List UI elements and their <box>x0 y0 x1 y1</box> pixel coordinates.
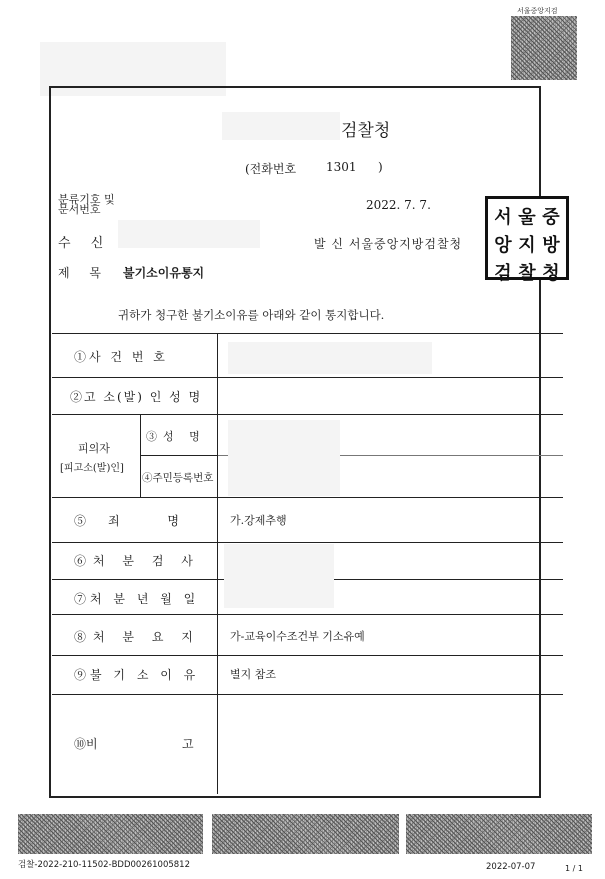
redacted-block <box>222 112 340 140</box>
phone-value: 1301 <box>326 160 357 174</box>
top-barcode <box>511 16 577 80</box>
remarks-label-end: 고 <box>182 737 194 751</box>
non-indictment-reason-value: 별지 참조 <box>230 668 277 681</box>
document-code: 검찰-2022-210-11502-BDD00261005812 <box>18 860 190 870</box>
table-line <box>217 333 218 794</box>
seal-char: 중 <box>542 207 560 228</box>
seal-char: 청 <box>542 263 560 284</box>
table-line <box>140 414 141 497</box>
intro-text: 귀하가 청구한 불기소이유를 아래와 같이 통지합니다. <box>118 308 385 322</box>
crime-label: ⑤죄 명 <box>74 514 201 528</box>
redacted-case-number <box>228 342 432 374</box>
seal-char: 지 <box>518 235 536 256</box>
seal-char: 검 <box>494 263 512 284</box>
footer-barcode <box>18 814 203 854</box>
table-line <box>52 377 563 378</box>
seal-char: 방 <box>542 235 560 256</box>
footer-barcode <box>212 814 399 854</box>
suspect-label: 피의자 <box>78 442 110 455</box>
footer-date: 2022-07-07 <box>486 862 536 872</box>
disposition-date-label: ⑦처 분 년 월 일 <box>74 592 200 606</box>
class-label-2: 문서번호 <box>58 203 101 216</box>
phone-close: ) <box>378 160 383 174</box>
seal-char: 울 <box>518 207 536 228</box>
phone-label: (전화번호 <box>245 162 297 176</box>
row-complainant-label: ②고 소(발) 인 성 명 <box>70 390 203 404</box>
subject: 불기소이유통지 <box>123 266 205 280</box>
table-line <box>52 614 563 615</box>
recipient-label: 수 신 <box>58 236 112 251</box>
redacted-suspect-info <box>228 420 340 496</box>
redacted-prosecutor <box>224 544 334 608</box>
name-label: ③성 명 <box>146 430 206 443</box>
document-date: 2022. 7. 7. <box>366 198 431 212</box>
redacted-recipient <box>118 220 260 248</box>
footer-barcode <box>406 814 592 854</box>
id-label: ④주민등록번호 <box>142 472 214 484</box>
seal-char: 서 <box>494 207 512 228</box>
non-indictment-reason-label: ⑨불 기 소 이 유 <box>74 668 200 682</box>
page-number: 1 / 1 <box>565 864 583 873</box>
table-line <box>52 414 563 415</box>
suspect-sub-label: [피고소(발)인] <box>60 463 124 474</box>
table-line <box>52 655 563 656</box>
seal-char: 찰 <box>518 263 536 284</box>
top-right-label: 서울중앙지검 <box>517 7 558 15</box>
sender: 발 신 서울중앙지방검찰청 <box>314 237 463 251</box>
row-case-number-label: ①사 건 번 호 <box>74 350 168 364</box>
table-line <box>52 333 563 334</box>
subject-label: 제 목 <box>58 266 109 280</box>
seal-char: 앙 <box>494 235 512 256</box>
agency-title: 검찰청 <box>341 121 391 141</box>
table-line <box>52 497 563 498</box>
prosecutor-label: ⑥처 분 검 사 <box>74 554 200 568</box>
class-label-1: 분류기호 및 <box>58 193 115 206</box>
table-line <box>52 542 563 543</box>
crime-value: 가.강제추행 <box>230 514 287 527</box>
remarks-label: ⑩비 <box>74 737 98 751</box>
table-line <box>140 455 218 456</box>
table-line <box>52 694 563 695</box>
disposition-summary-value: 가-교육이수조건부 기소유예 <box>230 630 365 643</box>
disposition-summary-label: ⑧처 분 요 지 <box>74 630 200 644</box>
official-seal <box>485 196 569 284</box>
